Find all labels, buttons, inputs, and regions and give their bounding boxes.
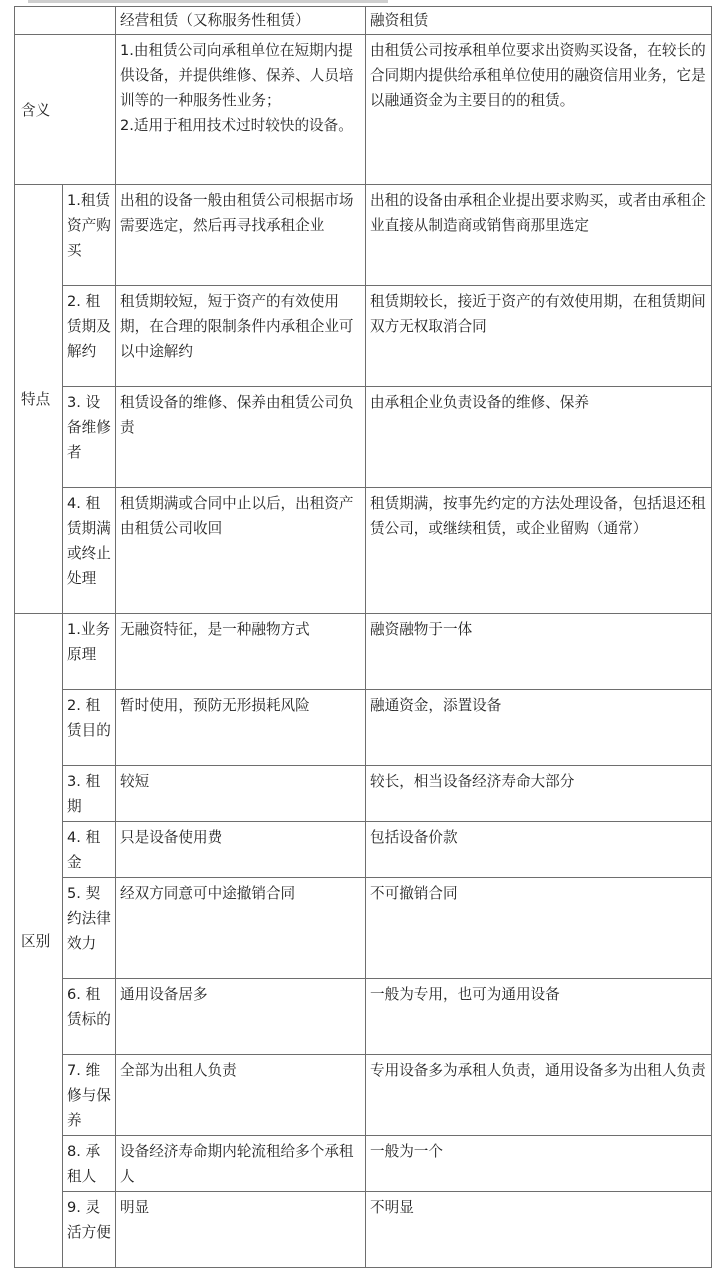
difference-item: 7. 维修与保养 <box>63 1055 116 1136</box>
feature-row <box>15 185 712 286</box>
difference-operating: 设备经济寿命期内轮流租给多个承租人 <box>116 1136 366 1192</box>
feature-item: 4. 租赁期满或终止处理 <box>63 488 116 614</box>
difference-item: 9. 灵活方便 <box>63 1192 116 1268</box>
difference-operating: 明显 <box>116 1192 366 1268</box>
previous-heading-remnant <box>0 0 724 3</box>
difference-row <box>15 878 712 979</box>
difference-item: 6. 租赁标的 <box>63 979 116 1055</box>
feature-row <box>15 488 712 614</box>
difference-operating: 经双方同意可中途撤销合同 <box>116 878 366 979</box>
difference-financial: 不明显 <box>366 1192 712 1268</box>
difference-row <box>15 1055 712 1136</box>
feature-operating: 租赁设备的维修、保养由租赁公司负责 <box>116 387 366 488</box>
feature-item: 2. 租赁期及解约 <box>63 286 116 387</box>
difference-item: 8. 承租人 <box>63 1136 116 1192</box>
difference-operating: 通用设备居多 <box>116 979 366 1055</box>
difference-row <box>15 1136 712 1192</box>
feature-row <box>15 387 712 488</box>
features-section-label: 特点 <box>15 185 63 614</box>
difference-operating: 只是设备使用费 <box>116 822 366 878</box>
difference-item: 2. 租赁目的 <box>63 690 116 766</box>
difference-row <box>15 614 712 690</box>
header-financial-lease: 融资租赁 <box>366 7 712 35</box>
difference-row <box>15 1192 712 1268</box>
header-operating-lease: 经营租赁（又称服务性租赁） <box>116 7 366 35</box>
definition-operating: 1.由租赁公司向承租单位在短期内提供设备，并提供维修、保养、人员培训等的一种服务性业务； 2.适用于租用技术过时较快的设备。 <box>116 35 366 185</box>
definition-financial: 由租赁公司按承租单位要求出资购买设备，在较长的合同期内提供给承租单位使用的融资信用业务，它是以融通资金为主要目的的租赁。 <box>366 35 712 185</box>
definition-row <box>15 35 712 185</box>
difference-operating: 无融资特征，是一种融物方式 <box>116 614 366 690</box>
feature-financial: 租赁期满，按事先约定的方法处理设备，包括退还租赁公司，或继续租赁，或企业留购（通常） <box>366 488 712 614</box>
feature-financial: 租赁期较长，接近于资产的有效使用期，在租赁期间双方无权取消合同 <box>366 286 712 387</box>
table-header-row <box>15 7 712 35</box>
feature-operating: 出租的设备一般由租赁公司根据市场需要选定，然后再寻找承租企业 <box>116 185 366 286</box>
feature-item: 1.租赁资产购买 <box>63 185 116 286</box>
difference-item: 4. 租金 <box>63 822 116 878</box>
difference-financial: 不可撤销合同 <box>366 878 712 979</box>
difference-row <box>15 979 712 1055</box>
difference-operating: 暂时使用，预防无形损耗风险 <box>116 690 366 766</box>
difference-operating: 较短 <box>116 766 366 822</box>
feature-operating: 租赁期满或合同中止以后，出租资产由租赁公司收回 <box>116 488 366 614</box>
difference-item: 5. 契约法律效力 <box>63 878 116 979</box>
difference-row <box>15 766 712 822</box>
lease-comparison-table <box>14 6 712 1268</box>
header-blank-cell <box>15 7 116 35</box>
difference-row <box>15 822 712 878</box>
definition-label: 含义 <box>15 35 116 185</box>
difference-row <box>15 690 712 766</box>
feature-financial: 出租的设备由承租企业提出要求购买，或者由承租企业直接从制造商或销售商那里选定 <box>366 185 712 286</box>
difference-financial: 包括设备价款 <box>366 822 712 878</box>
difference-item: 3. 租期 <box>63 766 116 822</box>
feature-operating: 租赁期较短，短于资产的有效使用期，在合理的限制条件内承租企业可以中途解约 <box>116 286 366 387</box>
feature-row <box>15 286 712 387</box>
difference-financial: 一般为一个 <box>366 1136 712 1192</box>
difference-operating: 全部为出租人负责 <box>116 1055 366 1136</box>
feature-financial: 由承租企业负责设备的维修、保养 <box>366 387 712 488</box>
differences-section-label: 区别 <box>15 614 63 1268</box>
difference-financial: 专用设备多为承租人负责，通用设备多为出租人负责 <box>366 1055 712 1136</box>
difference-item: 1.业务原理 <box>63 614 116 690</box>
difference-financial: 融资融物于一体 <box>366 614 712 690</box>
feature-item: 3. 设备维修者 <box>63 387 116 488</box>
difference-financial: 一般为专用，也可为通用设备 <box>366 979 712 1055</box>
difference-financial: 融通资金，添置设备 <box>366 690 712 766</box>
difference-financial: 较长，相当设备经济寿命大部分 <box>366 766 712 822</box>
